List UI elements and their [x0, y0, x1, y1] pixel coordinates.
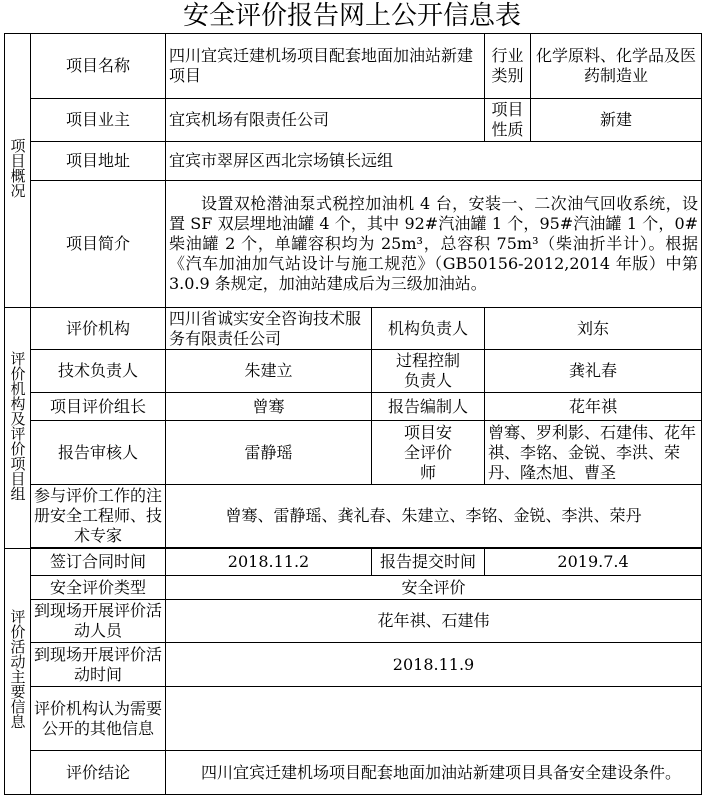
tech-head-label: 技术负责人: [31, 350, 166, 393]
nature-label: 项目性质: [485, 99, 531, 142]
other-info-label: 评价机构认为需要公开的其他信息: [31, 687, 166, 751]
writer-label: 报告编制人: [372, 393, 485, 421]
other-info-row: [5, 687, 702, 751]
other-info-value: [166, 687, 702, 751]
tech-head-row: [5, 350, 702, 393]
leader-label: 项目评价组长: [31, 393, 166, 421]
summary-label: 项目简介: [31, 181, 166, 308]
org-section-label: 评价机构及评价项目组: [5, 308, 31, 549]
owner-label: 项目业主: [31, 99, 166, 142]
summary-value: 设置双枪潜油泵式税控加油机 4 台，安装一、二次油气回收系统，设置 SF 双层埋地油罐 4 个，其中 92#汽油罐 1 个，95#汽油罐 1 个，0#柴油罐 2 个，单罐容积均为 25m³，总容积 75m³（柴油折半计）。根据《汽车加油加气站设计与施工规范》（GB50156-2012,2014 年版）中第 3.0.9 条规定，加油站建成后为三级加油站。: [166, 181, 702, 308]
type-row: [5, 576, 702, 600]
visit-time-value: 2018.11.9: [166, 643, 702, 687]
staff-label: 到现场开展评价活动人员: [31, 600, 166, 643]
evaluators-label: 项目安全评价师: [372, 421, 485, 485]
submit-value: 2019.7.4: [485, 549, 702, 576]
project-name-label: 项目名称: [31, 34, 166, 99]
agency-row: [5, 308, 702, 350]
info-table: [4, 33, 702, 795]
activity-section-label: 评价活动主要信息: [5, 549, 31, 795]
nature-value: 新建: [531, 99, 702, 142]
contract-value: 2018.11.2: [166, 549, 372, 576]
submit-label: 报告提交时间: [372, 549, 485, 576]
conclusion-label: 评价结论: [31, 751, 166, 795]
overview-section-label: 项目概况: [5, 34, 31, 308]
type-value: 安全评价: [166, 576, 702, 600]
writer-value: 花年祺: [485, 393, 702, 421]
engineers-value: 曾骞、雷静瑶、龚礼春、朱建立、李铭、金锐、李洪、荣丹: [166, 485, 702, 548]
tech-head-value: 朱建立: [166, 350, 372, 393]
staff-value: 花年祺、石建伟: [166, 600, 702, 643]
visit-time-label: 到现场开展评价活动时间: [31, 643, 166, 687]
industry-value: 化学原料、化学品及医药制造业: [531, 34, 702, 99]
engineers-label: 参与评价工作的注册安全工程师、技术专家: [31, 485, 166, 548]
industry-label: 行业类别: [485, 34, 531, 99]
agency-label: 评价机构: [31, 308, 166, 350]
visit-time-row: [5, 643, 702, 687]
agency-value: 四川省诚实安全咨询技术服务有限责任公司: [166, 308, 372, 350]
evaluators-value: 曾骞、罗利影、石建伟、花年祺、李铭、金锐、李洪、荣丹、隆杰旭、曹圣: [485, 421, 702, 485]
reviewer-row: [5, 421, 702, 485]
type-label: 安全评价类型: [31, 576, 166, 600]
project-name-row: [5, 34, 702, 99]
conclusion-row: [5, 751, 702, 795]
project-name-value: 四川宜宾迁建机场项目配套地面加油站新建项目: [166, 34, 485, 99]
leader-row: [5, 393, 702, 421]
owner-value: 宜宾机场有限责任公司: [166, 99, 485, 142]
project-summary-row: [5, 181, 702, 308]
staff-row: [5, 600, 702, 643]
contract-row: [5, 549, 702, 576]
engineers-row: [5, 485, 702, 548]
process-head-value: 龚礼春: [485, 350, 702, 393]
project-owner-row: [5, 99, 702, 142]
address-label: 项目地址: [31, 142, 166, 181]
page-title: 安全评价报告网上公开信息表: [182, 1, 521, 31]
leader-value: 曾骞: [166, 393, 372, 421]
reviewer-label: 报告审核人: [31, 421, 166, 485]
reviewer-value: 雷静瑶: [166, 421, 372, 485]
conclusion-value: 四川宜宾迁建机场项目配套地面加油站新建项目具备安全建设条件。: [166, 751, 702, 795]
address-value: 宜宾市翠屏区西北宗场镇长远组: [166, 142, 702, 181]
agency-head-label: 机构负责人: [372, 308, 485, 350]
contract-label: 签订合同时间: [31, 549, 166, 576]
agency-head-value: 刘东: [485, 308, 702, 350]
project-address-row: [5, 142, 702, 181]
process-head-label: 过程控制负责人: [372, 350, 485, 393]
